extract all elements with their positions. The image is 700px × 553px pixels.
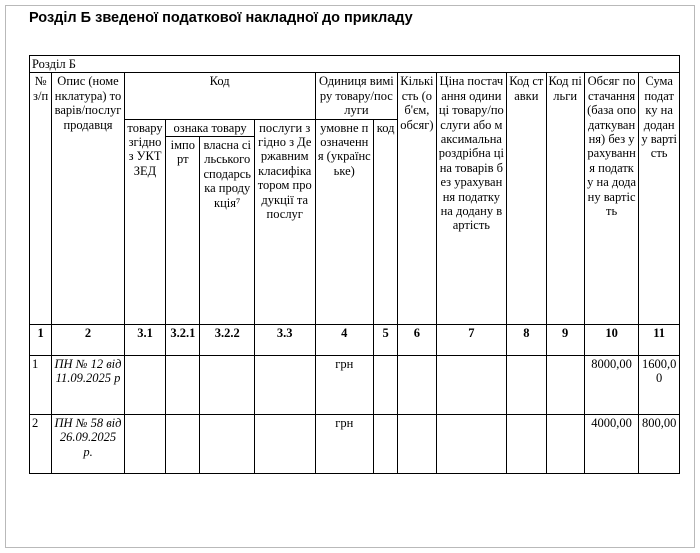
row-vat-amount: 1600,00 — [639, 356, 680, 415]
header-rate-code: Код ставки — [507, 73, 546, 325]
column-number: 7 — [436, 325, 507, 356]
row-number: 2 — [30, 415, 52, 474]
row-unit: грн — [315, 356, 374, 415]
empty-cell — [200, 415, 254, 474]
empty-cell — [436, 415, 507, 474]
header-vat-amount: Сума податку на додану вартість — [639, 73, 680, 325]
column-number: 6 — [398, 325, 436, 356]
header-price: Ціна постачання одиниці товару/послуги або максимальна роздрібна ціна товарів без урахування податку на додану вартість — [436, 73, 507, 325]
empty-cell — [398, 415, 436, 474]
column-number: 3.2.2 — [200, 325, 254, 356]
empty-cell — [507, 415, 546, 474]
empty-cell — [374, 356, 398, 415]
header-unit-name: умовне позначення (українське) — [315, 119, 374, 324]
empty-cell — [124, 356, 165, 415]
header-code-services: послуги згідно з Державним класифікатором продукції та послуг — [254, 119, 315, 324]
section-b-table — [29, 55, 680, 474]
column-number: 1 — [30, 325, 52, 356]
column-number: 3.3 — [254, 325, 315, 356]
row-vat-amount: 800,00 — [639, 415, 680, 474]
column-number: 11 — [639, 325, 680, 356]
column-number: 4 — [315, 325, 374, 356]
empty-cell — [546, 415, 584, 474]
row-description: ПН № 58 від 26.09.2025 р. — [52, 415, 125, 474]
row-supply-volume: 4000,00 — [584, 415, 638, 474]
empty-cell — [166, 356, 200, 415]
column-number: 3.2.1 — [166, 325, 200, 356]
section-label: Розділ Б — [30, 56, 680, 73]
empty-cell — [546, 356, 584, 415]
header-unit: Одиниця виміру товару/послуги — [315, 73, 398, 119]
column-number: 2 — [52, 325, 125, 356]
empty-cell — [254, 415, 315, 474]
header-description: Опис (номенклатура) товарів/послуг продавця — [52, 73, 125, 325]
empty-cell — [200, 356, 254, 415]
column-number: 3.1 — [124, 325, 165, 356]
header-code: Код — [124, 73, 315, 119]
header-code-uktzed: товару згідно з УКТ ЗЕД — [124, 119, 165, 324]
header-supply-volume: Обсяг постачання (база оподаткування) без урахування податку на додану вартість — [584, 73, 638, 325]
table-row — [30, 415, 680, 474]
empty-cell — [254, 356, 315, 415]
empty-cell — [436, 356, 507, 415]
column-number: 10 — [584, 325, 638, 356]
header-unit-code: код — [374, 119, 398, 324]
header-code-import: імпорт — [166, 137, 200, 325]
empty-cell — [507, 356, 546, 415]
row-number: 1 — [30, 356, 52, 415]
row-description: ПН № 12 від 11.09.2025 р — [52, 356, 125, 415]
header-no: № з/п — [30, 73, 52, 325]
header-code-sign: ознака товару — [166, 119, 255, 136]
empty-cell — [166, 415, 200, 474]
header-benefit-code: Код пільги — [546, 73, 584, 325]
empty-cell — [124, 415, 165, 474]
page-title: Розділ Б зведеної податкової накладної до прикладу — [29, 10, 413, 26]
column-number: 8 — [507, 325, 546, 356]
table-row — [30, 356, 680, 415]
header-code-own-produce: власна сільськогосподарська продукція⁷ — [200, 137, 254, 325]
column-number: 5 — [374, 325, 398, 356]
row-unit: грн — [315, 415, 374, 474]
column-number: 9 — [546, 325, 584, 356]
column-numbers-row — [30, 325, 680, 356]
row-supply-volume: 8000,00 — [584, 356, 638, 415]
header-quantity: Кількість (об'єм, обсяг) — [398, 73, 436, 325]
empty-cell — [374, 415, 398, 474]
empty-cell — [398, 356, 436, 415]
